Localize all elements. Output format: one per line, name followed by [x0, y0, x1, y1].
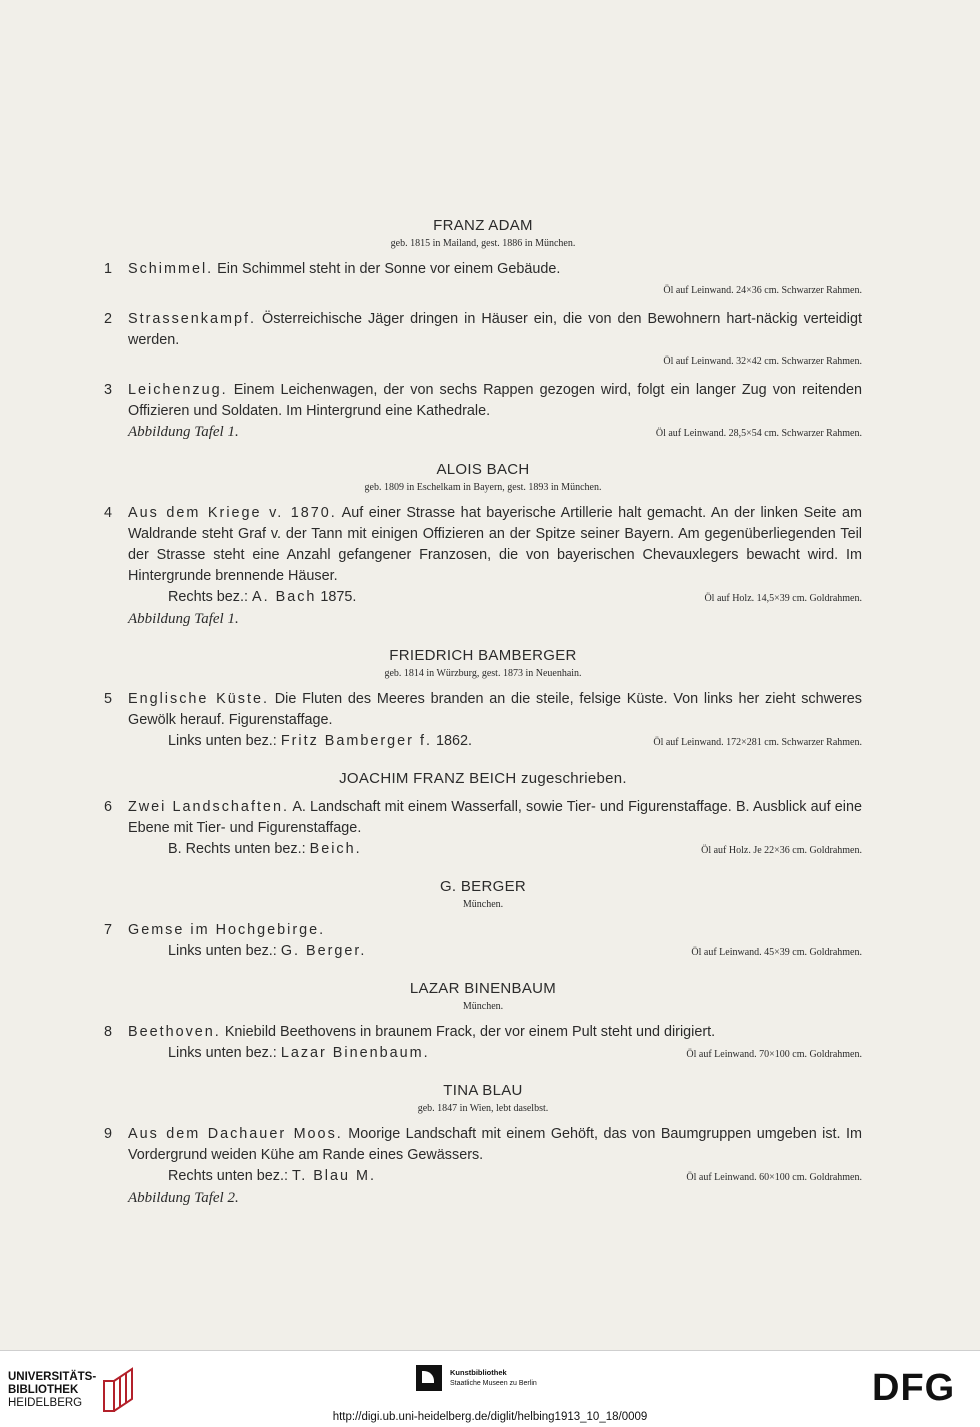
- entry-title: Leichenzug.: [128, 382, 228, 398]
- permalink-url[interactable]: http://digi.ub.uni-heidelberg.de/diglit/helbing1913_10_18/0009: [332, 1411, 648, 1423]
- entry-technique: Öl auf Holz. Je 22×36 cm. Goldrahmen.: [701, 845, 862, 856]
- catalog-entry: [104, 689, 862, 753]
- catalog-entry: [104, 503, 862, 630]
- entry-technique: Öl auf Leinwand. 70×100 cm. Goldrahmen.: [686, 1049, 862, 1060]
- catalog-entry: [104, 259, 862, 301]
- entry-technique: Öl auf Holz. 14,5×39 cm. Goldrahmen.: [704, 593, 862, 604]
- entry-technique: Öl auf Leinwand. 24×36 cm. Schwarzer Rahmen.: [663, 285, 862, 296]
- artist-info: München.: [462, 1001, 504, 1012]
- entry-technique: Öl auf Leinwand. 32×42 cm. Schwarzer Rahmen.: [663, 356, 862, 367]
- kunstbibliothek-logo[interactable]: [416, 1365, 537, 1391]
- signature-name: T. Blau M.: [292, 1168, 376, 1184]
- entry-number: 8: [104, 1024, 113, 1040]
- entry-title: Schimmel.: [128, 261, 214, 277]
- entry-title: Beethoven.: [128, 1024, 221, 1040]
- artist-name: FRIEDRICH BAMBERGER: [389, 647, 577, 664]
- signature-prefix: B. Rechts unten bez.:: [168, 841, 306, 857]
- entry-technique: Öl auf Leinwand. 60×100 cm. Goldrahmen.: [686, 1172, 862, 1183]
- entry-description: Österreichische Jäger dringen in Häuser ein, die von den Bewohnern hart-näckig verteidigt werden.: [128, 311, 863, 348]
- entry-description: A. Landschaft mit einem Wasserfall, sowie Tier- und Figurenstaffage. B. Ausblick auf eine Ebene mit Tier- und Figurenstaffage.: [128, 799, 862, 836]
- artist-info: München.: [462, 899, 504, 910]
- signature-line: [128, 1043, 430, 1064]
- artist-name: G. BERGER: [439, 878, 527, 895]
- artist-header: [104, 877, 862, 912]
- catalog-entry: [104, 1022, 862, 1065]
- signature-prefix: Links unten bez.:: [168, 943, 277, 959]
- signature-line: [128, 941, 366, 962]
- university-logo-text: [8, 1371, 96, 1410]
- artist-name: LAZAR BINENBAUM: [409, 980, 557, 997]
- entry-title: Aus dem Dachauer Moos.: [128, 1126, 343, 1142]
- signature-prefix: Rechts bez.:: [168, 589, 248, 605]
- entry-description: Die Fluten des Meeres branden an die steile, felsige Küste. Von links her zieht schweres Gewölk herauf. Figurenstaffage.: [128, 691, 862, 728]
- entry-description: Moorige Landschaft mit einem Gehöft, das von Baumgruppen umgeben ist. Im Vordergrund weiden Kühe am Rande eines Gewässers.: [128, 1126, 863, 1163]
- signature-name: G. Berger.: [280, 943, 367, 959]
- entry-number: 4: [104, 505, 113, 521]
- university-line: HEIDELBERG: [8, 1396, 83, 1409]
- entry-title: Englische Küste.: [128, 691, 269, 707]
- catalog-content: [104, 216, 862, 1209]
- entry-title: Zwei Landschaften.: [128, 799, 289, 815]
- signature-name: Beich.: [309, 841, 362, 857]
- signature-prefix: Links unten bez.:: [168, 1045, 277, 1061]
- entry-number: 5: [104, 691, 113, 707]
- artist-header: [104, 216, 862, 251]
- university-mark-icon: [102, 1367, 140, 1413]
- artist-header: [104, 1081, 862, 1116]
- kunstbibliothek-mark-icon: [416, 1365, 442, 1391]
- dfg-logo[interactable]: DFG: [872, 1367, 956, 1409]
- catalog-entry: [104, 920, 862, 963]
- entry-number: 1: [104, 261, 113, 277]
- entry-description: Kniebild Beethovens in braunem Frack, der vor einem Pult steht und dirigiert.: [224, 1024, 716, 1040]
- catalog-entry: [104, 380, 862, 444]
- plate-reference: Abbildung Tafel 1.: [128, 611, 239, 627]
- plate-reference: Abbildung Tafel 2.: [128, 1190, 239, 1206]
- entry-technique: Öl auf Leinwand. 172×281 cm. Schwarzer Rahmen.: [653, 737, 862, 748]
- entry-technique: Öl auf Leinwand. 28,5×54 cm. Schwarzer Rahmen.: [655, 428, 862, 439]
- signature-name: Lazar Binenbaum.: [280, 1045, 430, 1061]
- signature-year: 1862.: [435, 733, 472, 749]
- signature-prefix: Links unten bez.:: [168, 733, 277, 749]
- signature-year: 1875.: [320, 589, 357, 605]
- catalog-entry: [104, 309, 862, 372]
- artist-info: geb. 1815 in Mailand, gest. 1886 in München.: [390, 238, 576, 249]
- entry-number: 3: [104, 382, 113, 398]
- signature-prefix: Rechts unten bez.:: [168, 1168, 288, 1184]
- museum-subtitle: Staatliche Museen zu Berlin: [450, 1379, 537, 1387]
- artist-name: FRANZ ADAM: [433, 217, 533, 234]
- entry-title: Gemse im Hochgebirge.: [128, 922, 326, 938]
- entry-number: 7: [104, 922, 113, 938]
- entry-description: Auf einer Strasse hat bayerische Artillerie halt gemacht. An der linken Seite am Waldrande steht Graf v. der Tann mit einigen Offizieren an der Spitze seiner Bayern. Am gegenüberliegenden Teil der Strasse steht eine Anzahl gefangener Franzosen, die von bayerischen Chevauxlegers bewacht wird. Im Hintergrunde brennende Häuser.: [128, 505, 862, 584]
- catalog-entry: [104, 1124, 862, 1209]
- entry-number: 9: [104, 1126, 113, 1142]
- entry-description: Einem Leichenwagen, der von sechs Rappen gezogen wird, folgt ein langer Zug von reitenden Offizieren und Soldaten. Im Hintergrund eine Kathedrale.: [128, 382, 862, 419]
- museum-name: Kunstbibliothek: [450, 1367, 507, 1377]
- artist-info: geb. 1814 in Würzburg, gest. 1873 in Neuenhain.: [384, 668, 582, 679]
- artist-name: ALOIS BACH: [436, 461, 530, 478]
- kunstbibliothek-text: [450, 1368, 537, 1389]
- university-library-logo[interactable]: [8, 1367, 140, 1413]
- artist-header: [104, 460, 862, 495]
- artist-header: [104, 646, 862, 681]
- artist-header: [104, 979, 862, 1014]
- signature-line: [128, 1166, 376, 1187]
- signature-line: [128, 587, 356, 608]
- university-line: BIBLIOTHEK: [8, 1383, 79, 1396]
- entry-description: Ein Schimmel steht in der Sonne vor einem Gebäude.: [217, 261, 561, 277]
- entry-number: 2: [104, 311, 113, 327]
- entry-number: 6: [104, 799, 113, 815]
- viewer-footer: [0, 1350, 980, 1427]
- artist-name: JOACHIM FRANZ BEICH zugeschrieben.: [339, 770, 627, 787]
- signature-line: [128, 731, 472, 752]
- signature-line: [128, 839, 362, 860]
- entry-technique: Öl auf Leinwand. 45×39 cm. Goldrahmen.: [691, 947, 862, 958]
- artist-name: TINA BLAU: [443, 1082, 523, 1099]
- entry-title: Aus dem Kriege v. 1870.: [128, 505, 337, 521]
- signature-name: Fritz Bamberger f.: [280, 733, 432, 749]
- entry-title: Strassenkampf.: [128, 311, 256, 327]
- artist-info: geb. 1847 in Wien, lebt daselbst.: [417, 1103, 549, 1114]
- catalog-entry: [104, 797, 862, 861]
- artist-header: [104, 769, 862, 789]
- signature-name: A. Bach: [252, 589, 317, 605]
- artist-info: geb. 1809 in Eschelkam in Bayern, gest. 1893 in München.: [364, 482, 602, 493]
- plate-reference: Abbildung Tafel 1.: [128, 424, 239, 440]
- university-line: UNIVERSITÄTS-: [8, 1370, 97, 1383]
